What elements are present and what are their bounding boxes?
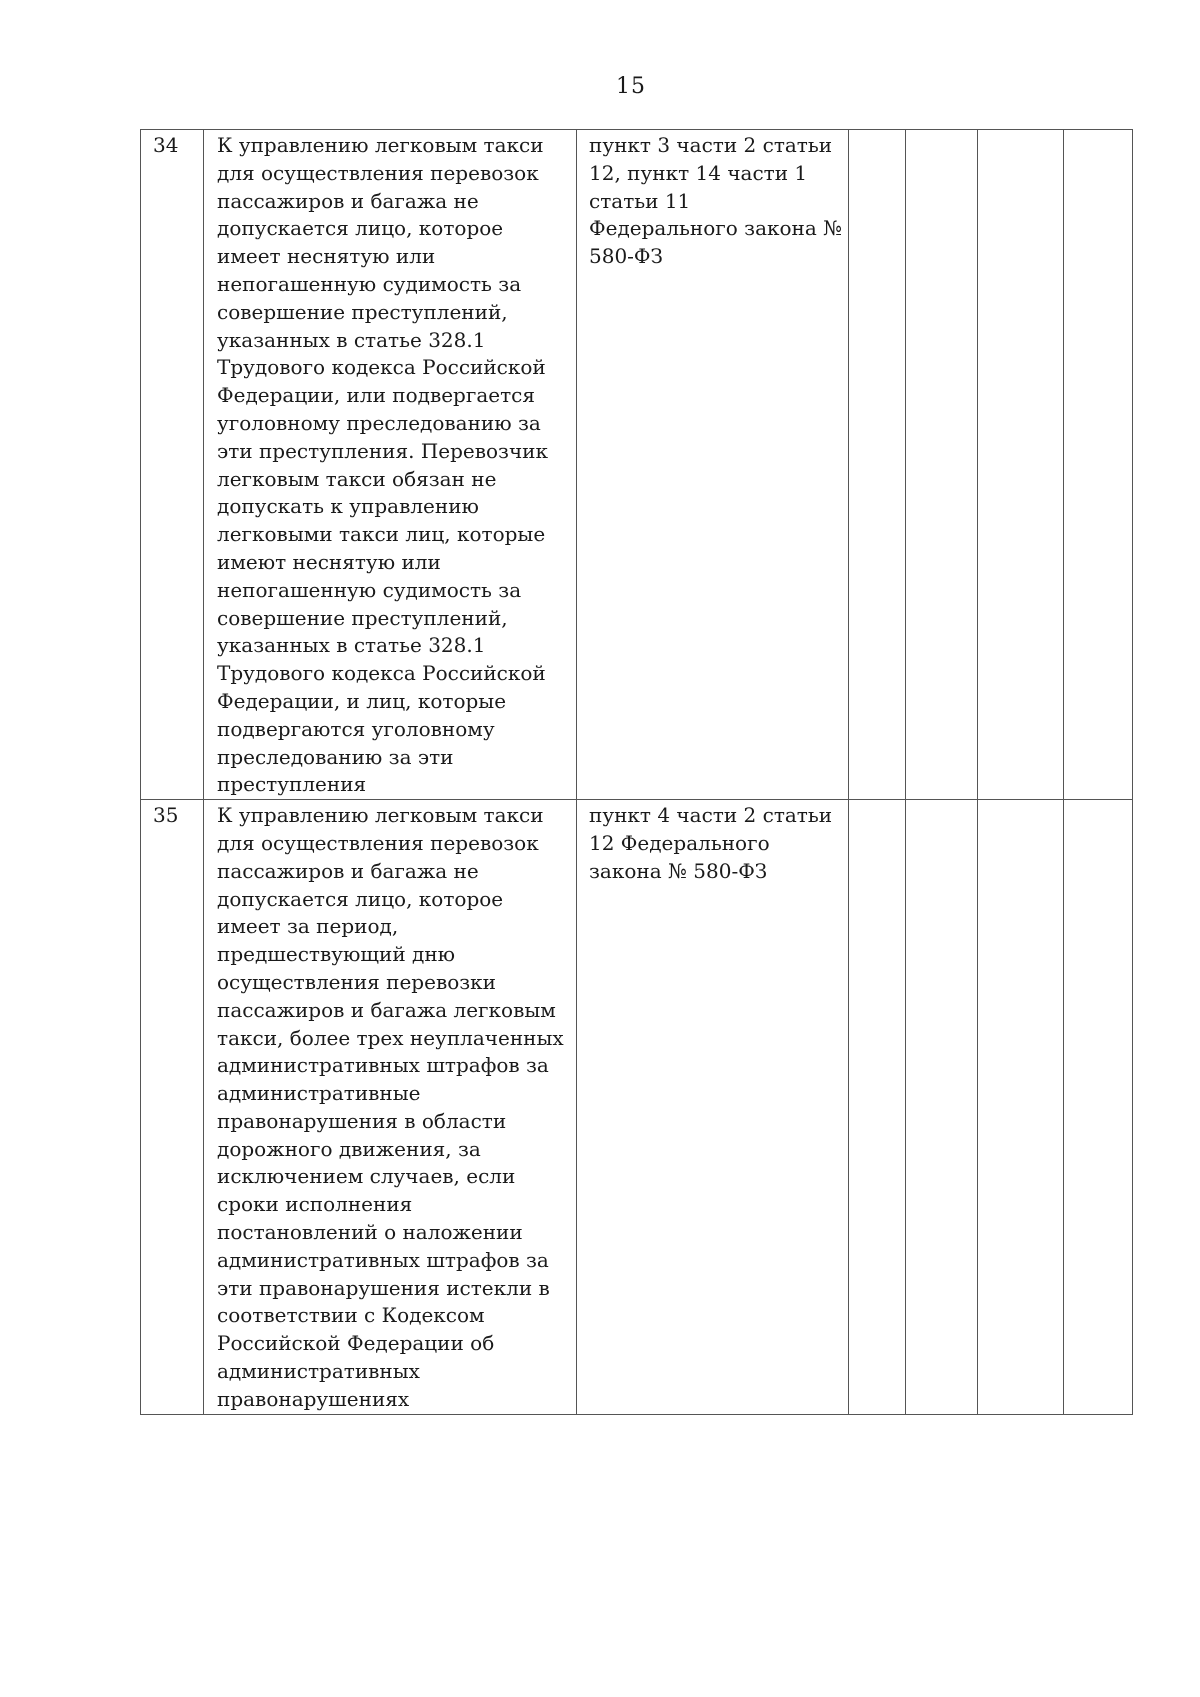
answer-cell	[978, 130, 1064, 800]
legal-reference: пункт 4 части 2 статьи 12 Федерального закона № 580-ФЗ	[589, 803, 833, 883]
page-number: 15	[616, 74, 646, 99]
requirements-table	[140, 129, 1133, 1415]
answer-cell	[906, 800, 978, 1415]
answer-cell	[1064, 130, 1133, 800]
answer-cell	[978, 800, 1064, 1415]
requirement-text: К управлению легковым такси для осуществления перевозок пассажиров и багажа не допускается лицо, которое имеет за период, предшествующий дню осуществления перевозки пассажиров и багажа легковым такси, более трех неуплаченных административных штрафов за административные правонарушения в области дорожного движения, за исключением случаев, если сроки исполнения постановлений о наложении административных штрафов за эти правонарушения истекли в соответствии с Кодексом Российской Федерации об административных правонарушениях	[217, 803, 564, 1411]
answer-cell	[906, 130, 978, 800]
legal-reference-cell	[577, 800, 849, 1415]
answer-cell	[1064, 800, 1133, 1415]
requirement-cell	[204, 800, 577, 1415]
legal-reference-cell	[577, 130, 849, 800]
table-row	[141, 130, 1133, 800]
answer-cell	[849, 130, 906, 800]
table-row	[141, 800, 1133, 1415]
requirement-cell	[204, 130, 577, 800]
legal-reference: пункт 3 части 2 статьи 12, пункт 14 части 1 статьи 11 Федерального закона № 580-ФЗ	[589, 133, 843, 269]
row-number-cell	[141, 800, 204, 1415]
row-number: 34	[153, 133, 179, 157]
row-number: 35	[153, 803, 179, 828]
answer-cell	[849, 800, 906, 1415]
requirement-text: К управлению легковым такси для осуществления перевозок пассажиров и багажа не допускается лицо, которое имеет неснятую или непогашенную судимость за совершение преступлений, указанных в статье 328.1 Трудового кодекса Российской Федерации, или подвергается уголовному преследованию за эти преступления. Перевозчик легковым такси обязан не допускать к управлению легковыми такси лиц, которые имеют неснятую или непогашенную судимость за совершение преступлений, указанных в статье 328.1 Трудового кодекса Российской Федерации, и лиц, которые подвергаются уголовному преследованию за эти преступления	[217, 133, 548, 797]
row-number-cell	[141, 130, 204, 800]
